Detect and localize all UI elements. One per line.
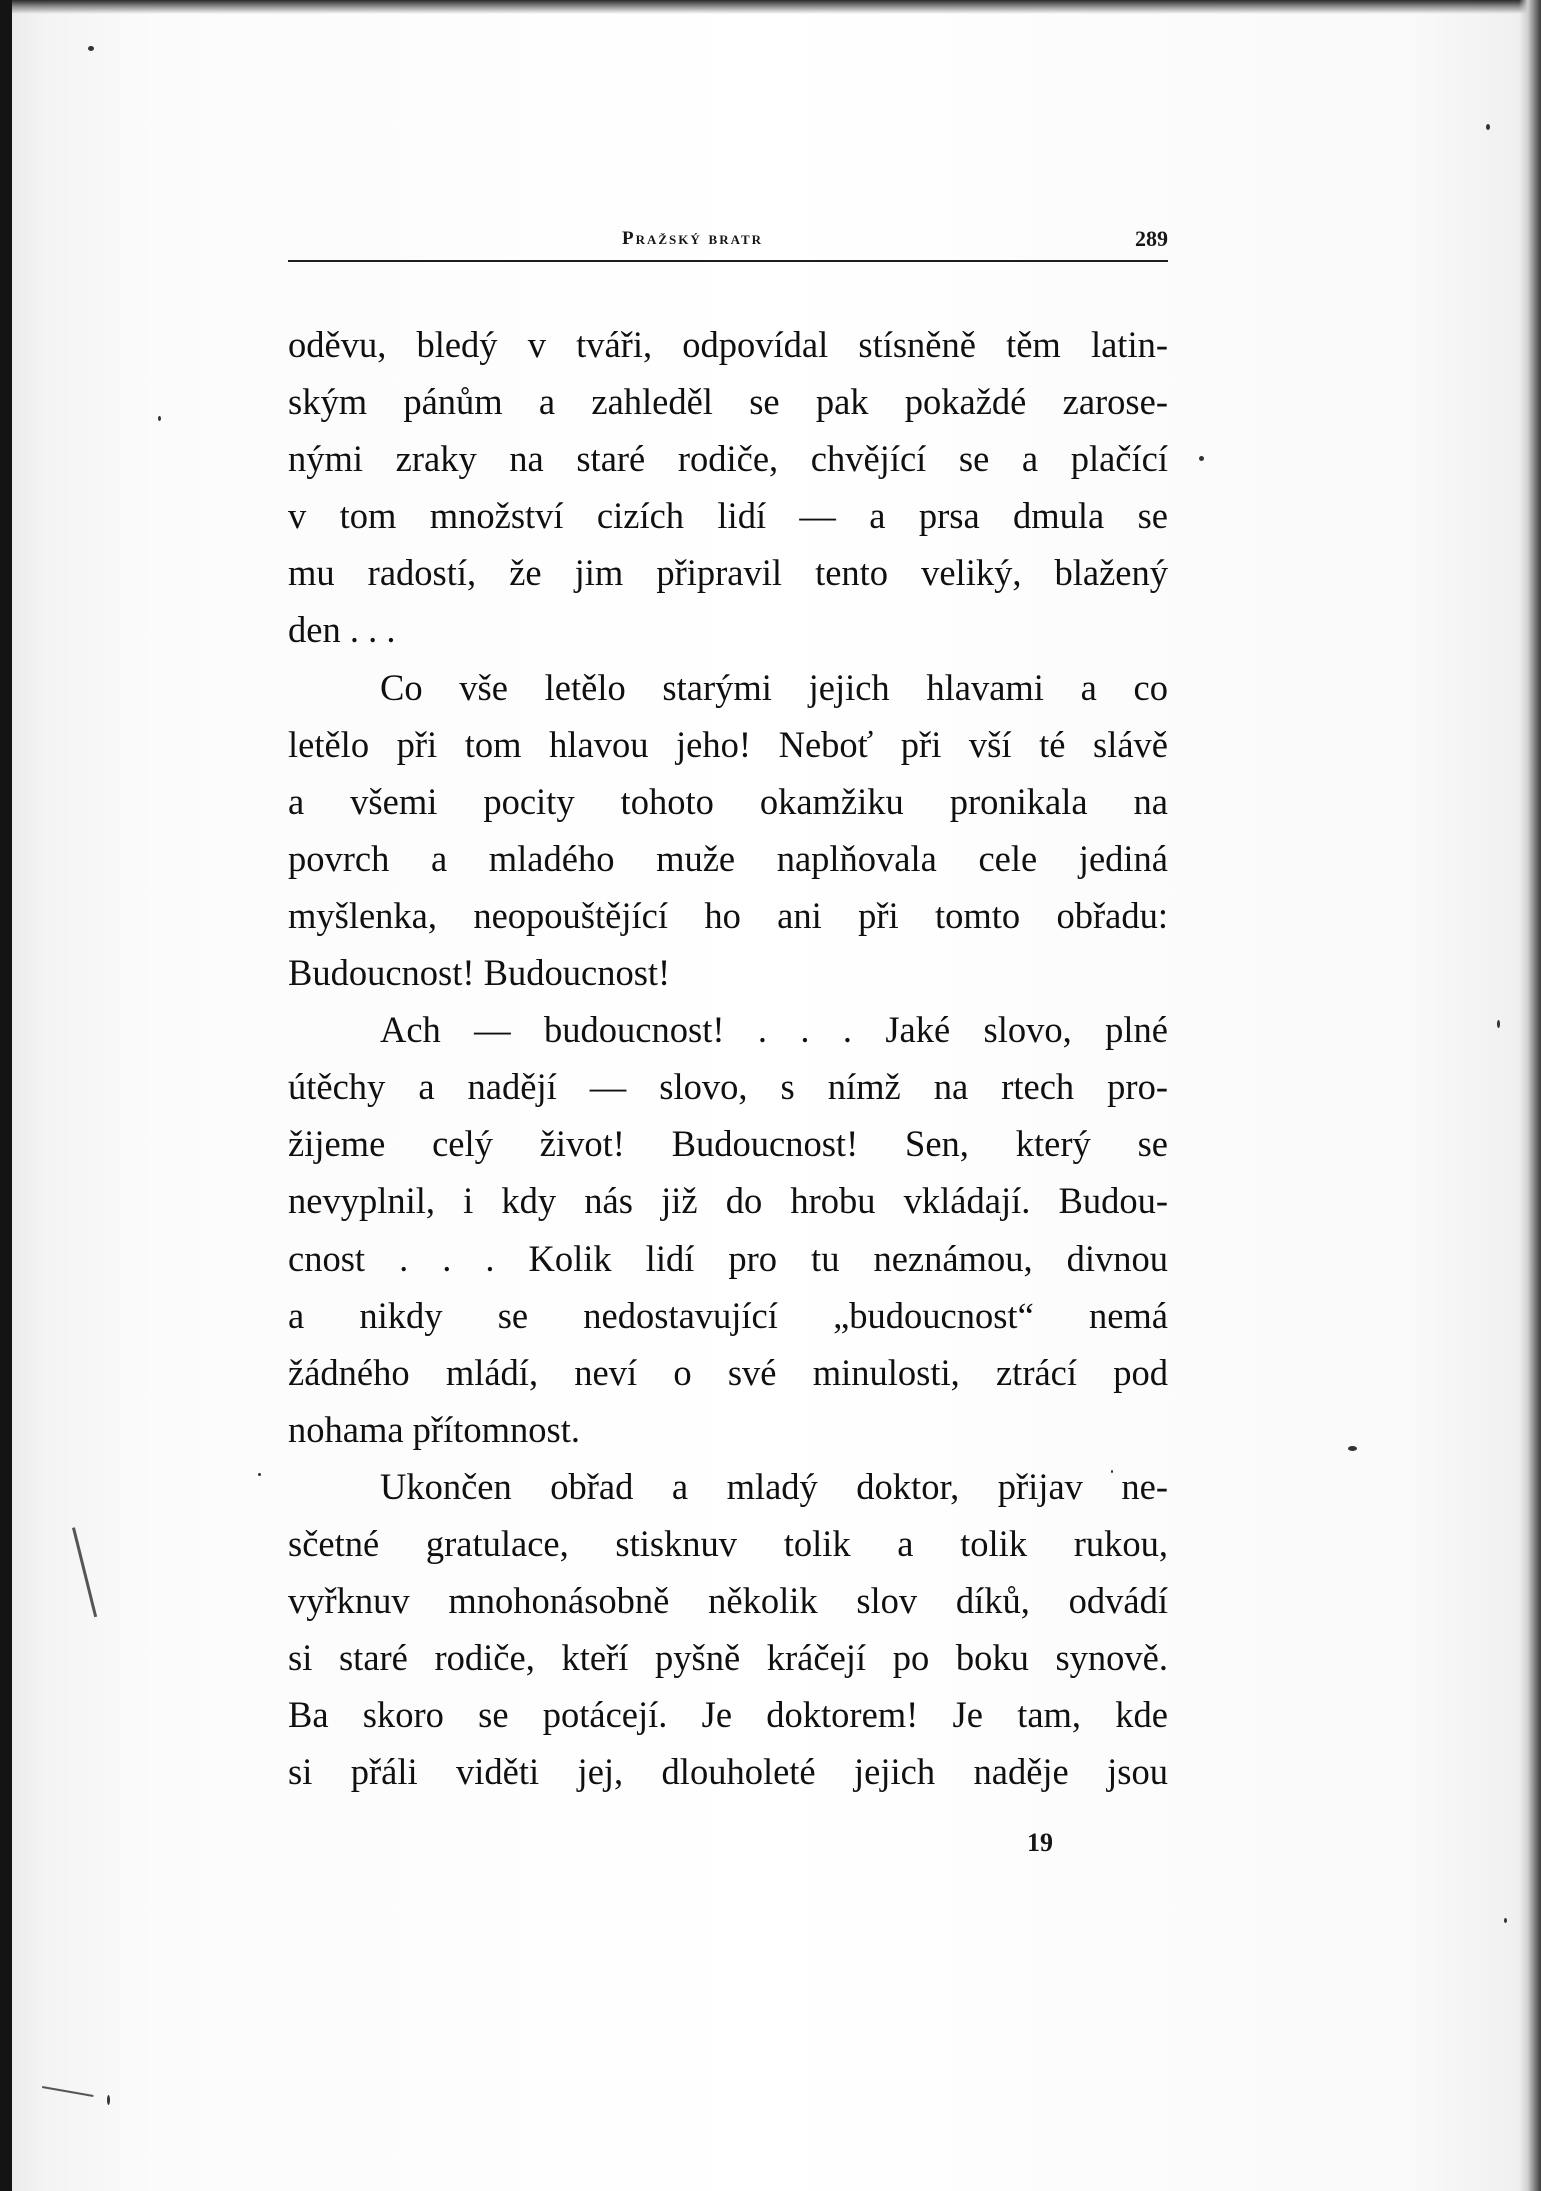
header-rule (288, 260, 1168, 262)
text-line: si staré rodiče, kteří pyšně kráčejí po boku synově. (288, 1637, 1168, 1679)
text-line: letělo při tom hlavou jeho! Neboť při vší té slávě (288, 723, 1168, 765)
dust-speck (158, 416, 161, 421)
dust-speck (1486, 124, 1490, 130)
text-line: v tom množství cizích lidí — a prsa dmula se (288, 495, 1168, 537)
text-line: den . . . (288, 609, 396, 651)
text-line: mu radostí, že jim připravil tento veliký, blažený (288, 552, 1168, 594)
book-spine-shadow (0, 0, 12, 2191)
scan-top-edge (0, 0, 1541, 14)
text-line: ským pánům a zahleděl se pak pokaždé zarose- (288, 381, 1168, 423)
dust-speck (107, 2095, 110, 2105)
text-line: cnost . . . Kolik lidí pro tu neznámou, divnou (288, 1237, 1168, 1279)
dust-speck (1504, 1918, 1507, 1923)
text-line: vyřknuv mnohonásobně několik slov díků, odvádí (288, 1580, 1168, 1622)
running-title: Pražský bratr (622, 228, 764, 249)
text-line: žádného mládí, neví o své minulosti, ztrácí pod (288, 1351, 1168, 1393)
scan-right-edge (1519, 0, 1541, 2191)
dust-speck (258, 1473, 261, 1476)
text-line: si přáli viděti jej, dlouholeté jejich naděje jsou (288, 1751, 1168, 1793)
text-line: sčetné gratulace, stisknuv tolik a tolik rukou, (288, 1522, 1168, 1564)
text-line: myšlenka, neopouštějící ho ani při tomto obřadu: (288, 894, 1168, 936)
text-line: povrch a mladého muže naplňovala cele jediná (288, 837, 1168, 879)
text-line: a nikdy se nedostavující „budoucnost“ nemá (288, 1294, 1168, 1336)
text-line: Ukončen obřad a mladý doktor, přijav ne- (380, 1465, 1168, 1507)
text-line: Ba skoro se potácejí. Je doktorem! Je tam, kde (288, 1694, 1168, 1736)
page-number: 289 (1135, 226, 1168, 251)
running-head (288, 222, 1168, 266)
text-line: žijeme celý život! Budoucnost! Sen, který se (288, 1123, 1168, 1165)
text-line: Co vše letělo starými jejich hlavami a co (380, 666, 1168, 708)
text-line: Budoucnost! Budoucnost! (288, 952, 671, 994)
text-line: oděvu, bledý v tváři, odpovídal stísněně těm latin- (288, 324, 1168, 365)
text-line: nohama přítomnost. (288, 1408, 580, 1450)
text-line: nými zraky na staré rodiče, chvějící se a plačící (288, 438, 1168, 480)
dust-speck (88, 46, 94, 51)
dust-speck (1199, 456, 1204, 461)
text-line: nevyplnil, i kdy nás již do hrobu vkládají. Budou- (288, 1180, 1168, 1222)
dust-speck (1348, 1446, 1357, 1451)
text-line: a všemi pocity tohoto okamžiku pronikala na (288, 780, 1168, 822)
signature-mark: 19 (1027, 1828, 1053, 1857)
body-text (288, 316, 1168, 1800)
text-line: Ach — budoucnost! . . . Jaké slovo, plné (380, 1009, 1168, 1051)
text-line: útěchy a nadějí — slovo, s nímž na rtech pro- (288, 1066, 1168, 1108)
dust-speck (1497, 1020, 1500, 1028)
